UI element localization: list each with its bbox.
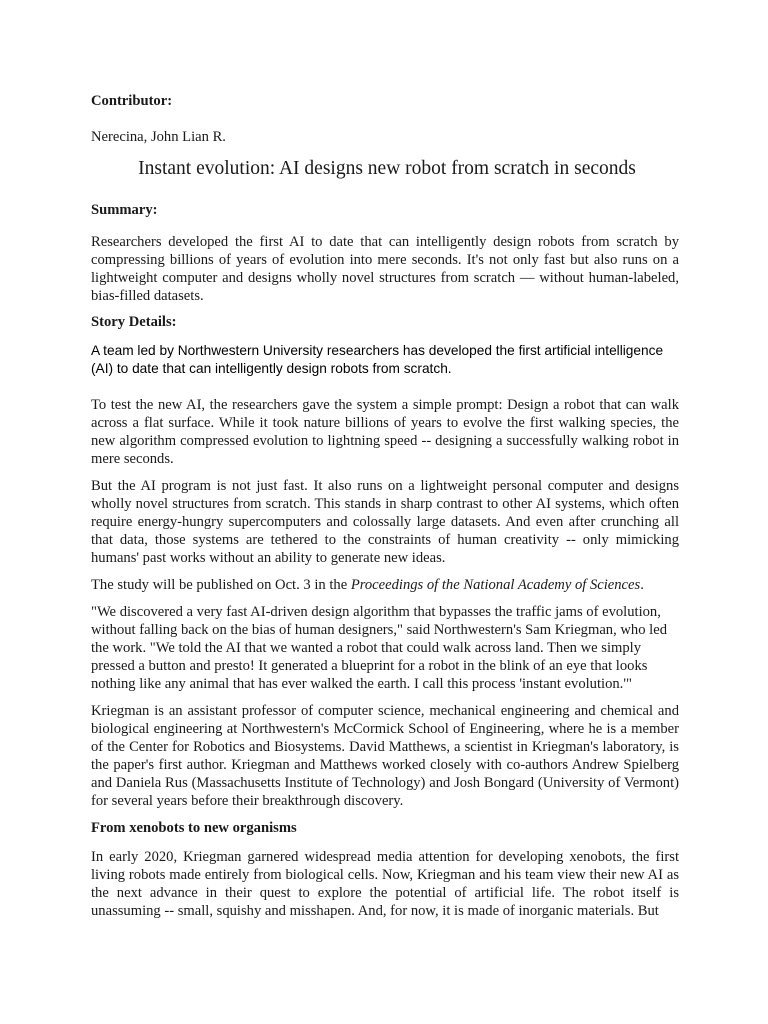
- story-details-label: Story Details:: [91, 314, 177, 330]
- story-paragraph: To test the new AI, the researchers gave the system a simple prompt: Design a robot that can walk across a flat surface. While it took nature billions of years to evolve the first walking species, the new algorithm compressed evolution to lightning speed -- designing a successfully walking robot in mere seconds.: [91, 397, 679, 467]
- publication-note-end: .: [640, 577, 644, 593]
- story-lead: A team led by Northwestern University researchers has developed the first artificial intelligence (AI) to date that can intelligently design robots from scratch.: [91, 343, 664, 376]
- journal-name: Proceedings of the National Academy of Sciences: [350, 577, 641, 593]
- document-page: [91, 92, 679, 929]
- publication-note: [91, 576, 679, 594]
- contributor-name: Nerecina, John Lian R.: [91, 129, 226, 145]
- section-paragraph: In early 2020, Kriegman garnered widespread media attention for developing xenobots, the first living robots made entirely from biological cells. Now, Kriegman and his team view their new AI as the next advance in their quest to explore the potential of artificial life. The robot itself is unassuming -- small, squishy and misshapen. And, for now, it is made of inorganic materials. But: [91, 849, 679, 919]
- article-title: Instant evolution: AI designs new robot from scratch in seconds: [138, 158, 636, 179]
- quote-paragraph: "We discovered a very fast AI-driven design algorithm that bypasses the traffic jams of evolution, without falling back on the bias of human designers," said Northwestern's Sam Kriegman, who led the work. "We told the AI that we wanted a robot that could walk across land. Then we simply pressed a button and presto! It generated a blueprint for a robot in the blink of an eye that looks nothing like any animal that has ever walked the earth. I call this process 'instant evolution.'": [91, 604, 668, 692]
- summary-text: Researchers developed the first AI to date that can intelligently design robots from scratch by compressing billions of years of evolution into mere seconds. It's not only fast but also runs on a lightweight computer and designs wholly novel structures from scratch — without human-labeled, bias-filled datasets.: [91, 234, 679, 304]
- summary-label: Summary:: [91, 202, 158, 218]
- contributor-label: Contributor:: [91, 93, 173, 109]
- publication-note-text: The study will be published on Oct. 3 in the: [91, 577, 351, 593]
- section-heading: From xenobots to new organisms: [91, 820, 297, 836]
- story-paragraph: But the AI program is not just fast. It also runs on a lightweight personal computer and designs wholly novel structures from scratch. This stands in sharp contrast to other AI systems, which often require energy-hungry supercomputers and colossally large datasets. And even after crunching all that data, those systems are tethered to the constraints of human creativity -- only mimicking humans' past works without an ability to generate new ideas.: [91, 478, 679, 566]
- story-paragraph: Kriegman is an assistant professor of computer science, mechanical engineering and chemical and biological engineering at Northwestern's McCormick School of Engineering, where he is a member of the Center for Robotics and Biosystems. David Matthews, a scientist in Kriegman's laboratory, is the paper's first author. Kriegman and Matthews worked closely with co-authors Andrew Spielberg and Daniela Rus (Massachusetts Institute of Technology) and Josh Bongard (University of Vermont) for several years before their breakthrough discovery.: [91, 703, 679, 809]
